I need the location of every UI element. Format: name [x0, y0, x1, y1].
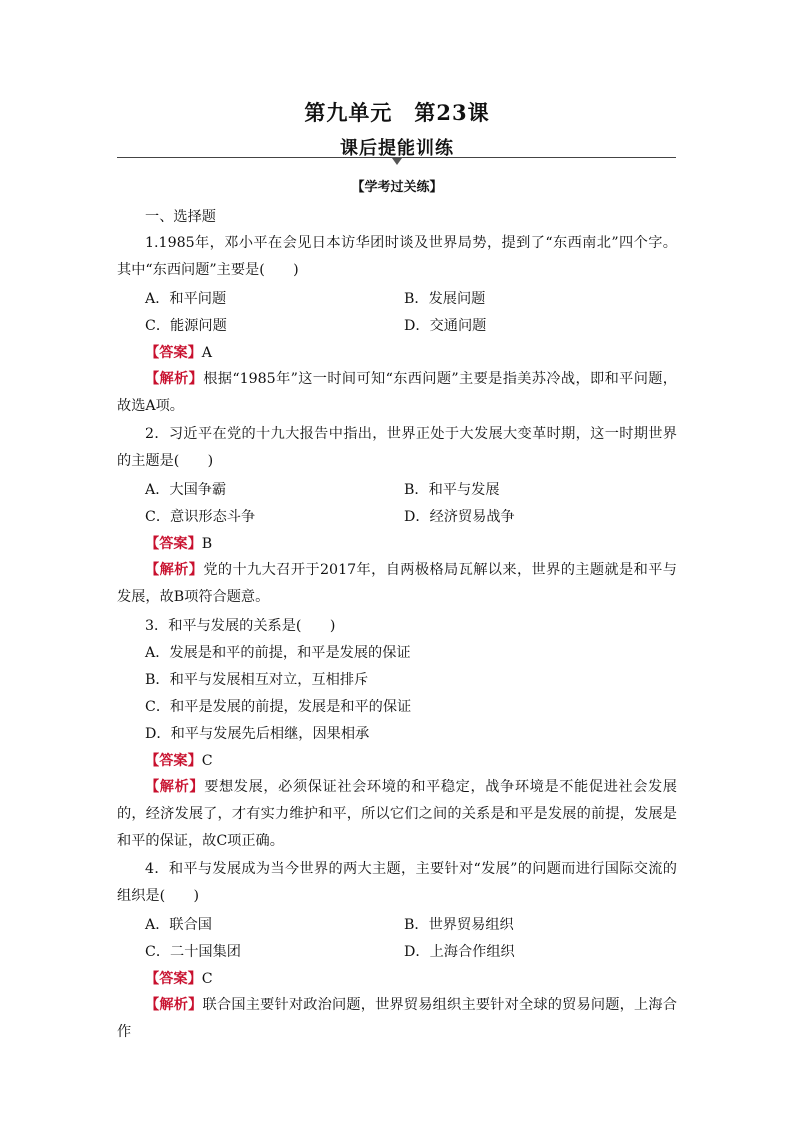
section-tag: 【学考过关练】	[351, 180, 443, 195]
q4-answer	[145, 969, 213, 989]
q3-option-d: D．和平与发展先后相继，因果相承	[145, 726, 370, 742]
q2-answer	[145, 534, 212, 554]
q3-analysis	[117, 774, 677, 855]
q3-analysis-text: 要想发展，必须保证社会环境的和平稳定，战争环境是不能促进社会发展的，经济发展了，才有实力维护和平，所以它们之间的关系是和平是发展的前提，发展是和平的保证，故C项正确。	[117, 779, 677, 849]
q3-answer	[145, 751, 213, 771]
q3-option-b: B．和平与发展相互对立，互相排斥	[145, 672, 369, 688]
q3-option-c: C．和平是发展的前提，发展是和平的保证	[145, 699, 412, 715]
q4-option-d: D．上海合作组织	[404, 944, 515, 960]
q1-answer	[145, 343, 212, 363]
analysis-tag: 【解析】	[145, 997, 203, 1013]
q2-option-d: D．经济贸易战争	[404, 509, 515, 525]
page-title: 第九单元 第23课	[304, 100, 490, 125]
q4-answer-value: C	[201, 971, 213, 987]
answer-tag: 【答案】	[145, 345, 202, 361]
answer-tag: 【答案】	[145, 753, 202, 769]
page-subtitle: 课后提能训练	[340, 138, 454, 159]
section-heading: 一、选择题	[145, 209, 216, 225]
q2-answer-value: B	[201, 536, 213, 552]
q4-option-a: A．联合国	[145, 917, 212, 933]
q4-analysis	[117, 992, 677, 1046]
question-3-stem: 3．和平与发展的关系是( )	[145, 618, 336, 634]
question-4-stem: 4．和平与发展成为当今世界的两大主题，主要针对“发展”的问题而进行国际交流的组织是( )	[117, 861, 677, 904]
q2-option-c: C．意识形态斗争	[145, 509, 256, 525]
answer-tag: 【答案】	[145, 536, 202, 552]
q1-option-a: A．和平问题	[145, 291, 227, 307]
q1-analysis-text: 根据“1985年”这一时间可知“东西问题”主要是指美苏冷战，即和平问题，故选A项。	[117, 371, 677, 414]
q2-analysis	[117, 557, 677, 611]
q4-option-b: B．世界贸易组织	[404, 917, 514, 933]
q1-option-b: B．发展问题	[404, 291, 486, 307]
q1-option-c: C．能源问题	[145, 318, 227, 334]
q4-analysis-text: 联合国主要针对政治问题，世界贸易组织主要针对全球的贸易问题，上海合作	[117, 997, 677, 1040]
q1-answer-value: A	[201, 345, 213, 361]
analysis-tag: 【解析】	[145, 562, 204, 578]
q4-option-c: C．二十国集团	[145, 944, 241, 960]
analysis-tag: 【解析】	[145, 779, 205, 795]
analysis-tag: 【解析】	[145, 371, 204, 387]
q1-option-d: D．交通问题	[404, 318, 487, 334]
answer-tag: 【答案】	[145, 971, 202, 987]
q2-analysis-text: 党的十九大召开于2017年，自两极格局瓦解以来，世界的主题就是和平与发展，故B项符合题意。	[117, 562, 677, 605]
question-2-stem: 2．习近平在党的十九大报告中指出，世界正处于大发展大变革时期，这一时期世界的主题是( )	[117, 426, 677, 469]
q2-option-b: B．和平与发展	[404, 482, 500, 498]
q2-option-a: A．大国争霸	[145, 482, 227, 498]
q3-answer-value: C	[201, 753, 213, 769]
q1-analysis	[117, 366, 677, 420]
question-1-stem: 1.1985年，邓小平在会见日本访华团时谈及世界局势，提到了“东西南北”四个字。其中“东西问题”主要是( )	[117, 235, 677, 278]
triangle-marker-icon	[392, 158, 402, 165]
q3-option-a: A．发展是和平的前提，和平是发展的保证	[145, 645, 411, 661]
